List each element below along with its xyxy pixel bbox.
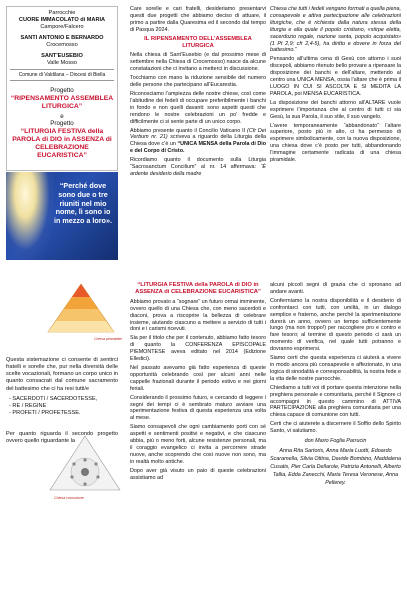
pyramid-mid-tier xyxy=(64,297,98,309)
pyramid-lower-tier xyxy=(56,309,106,321)
paragraph: Siamo certi che questa esperienza ci aiuterà a vivere in modo ancora più consapevole e affezionato, in una logica di sinodalità e corresponsabilità, la nostra fede e la vita delle nostre parrocchie. xyxy=(270,355,401,382)
paragraph: alcuni piccoli segni di grazia che ci spronano ad andare avanti. xyxy=(270,282,401,295)
column-3-top xyxy=(270,6,401,166)
intro-paragraph: Care sorelle e cari fratelli, desideriamo presentarvi questi due progetti che abbiamo deciso di attuare, il primo a partire dalla Quaresima ed il secondo dal tempo di Pasqua 2024. xyxy=(130,6,266,33)
list-item: - RE / REGINE xyxy=(9,402,47,409)
signature-list: Anna Rita Sartoris, Anna Maria Luotti, Edoardo Scaramella, Silvia Ottina, Davide Bombino, Maddalena Cusatis, Pier Carla Dellarole, Patrizia Antonelli, Alberto Tallia, Edda Zanecchi, Maria Teresa Veronese, Anna Pellerey. xyxy=(270,447,401,487)
paragraph: Considerando il prossimo futuro, e cercando di leggere i segni dei tempi ci è sembrato maturo avviare una sperimentazione festiva di questa esperienza una volta al mese. xyxy=(130,394,266,422)
paragraph: Siamo consapevoli che ogni cambiamento porti con sé aspetti e sentimenti positivi e negativi, e che ciascuno abbia, più o meno forti, alcune resistenze personali, ma il coraggio evangelico ci invita a percorrere strade nuove, anche scoprendo che così nuove non sono, ma in realtà molto antiche. xyxy=(130,424,266,465)
paragraph: Chiediamo a tutti voi di portare questa intenzione nella preghiera personale e comunitaria, perché il Signore ci accompagni in questo cammino di ATTIVA PARTECIPAZIONE alla preghiera comunitaria per una chiesa capace di comunione con tutti. xyxy=(270,384,401,419)
parish-3-place: Valle Mosso xyxy=(46,59,78,66)
list-item: - PROFETI / PROFETESSE. xyxy=(9,410,81,417)
light-ray-image xyxy=(6,172,54,260)
member-dot xyxy=(83,482,86,485)
project-2-label: Progetto xyxy=(50,120,74,128)
pyramid-top-tier xyxy=(72,284,90,297)
list-item: - SACERDOTI / SACERDOTESSE, xyxy=(9,395,98,402)
pyramid-church-diagram xyxy=(46,282,123,342)
left-outro: Per quanto riguarda il secondo progetto ovvero quello riguardante la xyxy=(6,431,118,445)
text-span: Abbiamo presente quanto il Concilio Vaticano II xyxy=(130,127,246,134)
section-heading-assembly: IL RIPENSAMENTO DELL’ASSEMBLEA LITURGICA xyxy=(144,35,252,50)
left-bottom-text xyxy=(6,357,118,448)
paragraph: Abbiamo provato a “sognare” un futuro ormai imminente, ovvero quello di una Chiesa che, con meno sacerdoti e diaconi, prova a riscoprire la bellezza di celebrare insieme, aiutando ciascuno a mettere a servizio di tutti i doni e i carismi ricevuti. xyxy=(130,298,266,333)
parish-2-name: SANTI ANTONIO E BERNARDO xyxy=(20,34,104,41)
parish-1-name: CUORE IMMACOLATO di MARIA xyxy=(18,16,106,23)
paragraph: Nella chiesa di Sant’Eusebio (e dal prossimo mese di settembre nella Chiesa di Crocemosso) nasce da alcune constatazioni che ci invitano a metterci in discussione. xyxy=(130,52,266,73)
divider xyxy=(10,80,114,81)
column-2-top xyxy=(130,6,266,180)
paragraph-sacrosanctum xyxy=(130,157,266,178)
paragraph: Riconosciamo l’ampiezza delle nostre chiese, così come l’abitudine dei fedeli di occupare preferibilmente i banchi in fondo e non quelli davanti: sono aspetti questi che rendono le nostre celebrazioni un po’ fredde e difficilmente ci si sente parte di un unico corpo. xyxy=(130,90,266,125)
signature-priest: don Mario Foglia Parrucin xyxy=(304,438,367,445)
paragraph: Sia per il titolo che per il contenuto, abbiamo fatto tesoro di quanto la CONFERENZA EPISCOPALE PIEMONTESE aveva editato nel 2014 (Edizione Elledici). xyxy=(130,335,266,363)
section-heading-liturgy: “LITURGIA FESTIVA della PAROLA di DIO in ASSENZA di CELEBRAZIONE EUCARISTICA” xyxy=(135,282,261,296)
text-span: scriveva a riguardo della Liturgia della Chiesa dove c’è un xyxy=(130,134,267,148)
org-label: Parrocchie xyxy=(48,10,76,16)
citation: (Cfr Dei Verbum nr. 21) xyxy=(130,127,266,141)
photo-quote-banner xyxy=(6,172,118,260)
comune-line: Comune di Valdilana – Diocesi di Biella xyxy=(18,71,106,78)
project-1-label: Progetto xyxy=(50,87,74,95)
project-2-title: “LITURGIA FESTIVA della PAROLA di DIO in ASSENZA di CELEBRAZIONE EUCARISTICA” xyxy=(12,127,112,160)
gospel-quote: “Perché dove sono due o tre riuniti nel mio nome, lì sono io in mezzo a loro». xyxy=(54,181,112,226)
member-dot xyxy=(96,475,99,478)
project-connector: e xyxy=(60,112,64,120)
left-intro: Questa sistemazione ci consente di sentirci fratelli e sorelle che, pur nella diversità delle scelte vocazionali, formano un corpo unico in quanto consacrati dal comune sacramento del battesimo che ci ha resi tutti/e xyxy=(6,357,118,392)
parish-header-box xyxy=(6,6,118,171)
paragraph: Tocchiamo con mano la riduzione sensibile del numero delle persone che partecipano all’Eucarestia. xyxy=(130,75,266,89)
column-3-bottom xyxy=(270,282,401,489)
paragraph: Pensando all’ultima cena di Gesù con attorno i suoi discepoli, abbiamo ritenuto bello provare a ripensare la disposizione dei banchi e dell’altare, mettendo al centro una UNICA MENSA, ossia l’altare che è prima il LUOGO IN CUI SI ASCOLTA E SI MEDITA LA PAROLA, poi MENSA EUCARISTICA. xyxy=(270,56,401,97)
paragraph: La disposizione dei banchi attorno all’ALTARE vuole esprimere l’importanza che al centro di tutti ci sia Gesù, la sua Parola, il suo stile, il suo vangelo. xyxy=(270,99,401,120)
parish-2-place: Crocemosso xyxy=(46,41,78,48)
member-dot xyxy=(83,458,86,461)
paragraph: Certi che ci aiuterete a discernere il Soffio dello Spirito Santo, vi salutiamo. xyxy=(270,421,401,435)
parish-1-place: Campore/Falcero xyxy=(40,23,84,30)
project-1-title: “RIPENSAMENTO ASSEMBLEA LITURGICA” xyxy=(10,94,114,110)
member-dot xyxy=(72,462,75,465)
quote-span: “È ardente desiderio della madre xyxy=(130,164,266,177)
paragraph: Nel passato avevamo già fatto esperienza di queste opportunità celebrando così per alcuni anni nelle cappelle frazionali durante il periodo estivo e nei giorni feriali. xyxy=(130,364,266,392)
pyramid-base-tier xyxy=(48,321,114,332)
parish-3-name: SANT'EUSEBIO xyxy=(41,52,83,59)
council-quote: Chiesa che tutti i fedeli vengano formati a quella piena, consapevole e attiva partecipazione alle celebrazioni liturgiche, che è richiesta dalla natura stessa della liturgia e alla quale il popolo cristiano, «stirpe eletta, sacerdozio regale, nazione santa, popolo acquistato» (1 Pt 2,9; cfr 2,4-5), ha diritto e dovere in forza del battesimo.” xyxy=(270,6,401,54)
column-2-bottom xyxy=(130,282,266,483)
member-dot xyxy=(94,462,97,465)
paragraph: L’avere temporaneamente “abbandonato” l’altare superiore, posto più in alto, ci ha permesso di esprimere simbolicamente, con la nuova disposizione, una chiesa dove c’è posto per tutti, abbandonando l’immagine certamente radicata di una chiesa piramidale. xyxy=(270,122,401,164)
communion-center xyxy=(81,468,89,476)
paragraph: Confermiamo la nostra disponibilità e il desiderio di confrontarci con tutti, con umiltà, in un dialogo semplice e fraterno, anche perché la sperimentazione durerà un anno, ovvero un tempo sufficientemente lungo (ma non troppo!) per raccogliere pro e contro e fare tesoro; al termine di questo periodo ci sarà un momento di verifica, nel quale tutti potranno e dovranno esprimersi. xyxy=(270,297,401,353)
paragraph: Dopo aver già visuto un paio di queste celebrazioni assistiamo ad xyxy=(130,467,266,481)
paragraph-concilio xyxy=(130,128,266,156)
member-dot xyxy=(70,475,73,478)
pyramid-2-caption: Chiesa comunione xyxy=(54,496,84,500)
pyramid-1-caption: Chiesa piramidale xyxy=(94,337,123,341)
divider xyxy=(10,69,114,70)
text-span: Ricordiamo quanto il documento sulla Liturgia “Sacrosanctum Concilium” al nr. 14 affermava: xyxy=(130,157,266,171)
emphasis: “UNICA MENSA della Parola di Dio e del Corpo di Cristo. xyxy=(130,141,267,155)
